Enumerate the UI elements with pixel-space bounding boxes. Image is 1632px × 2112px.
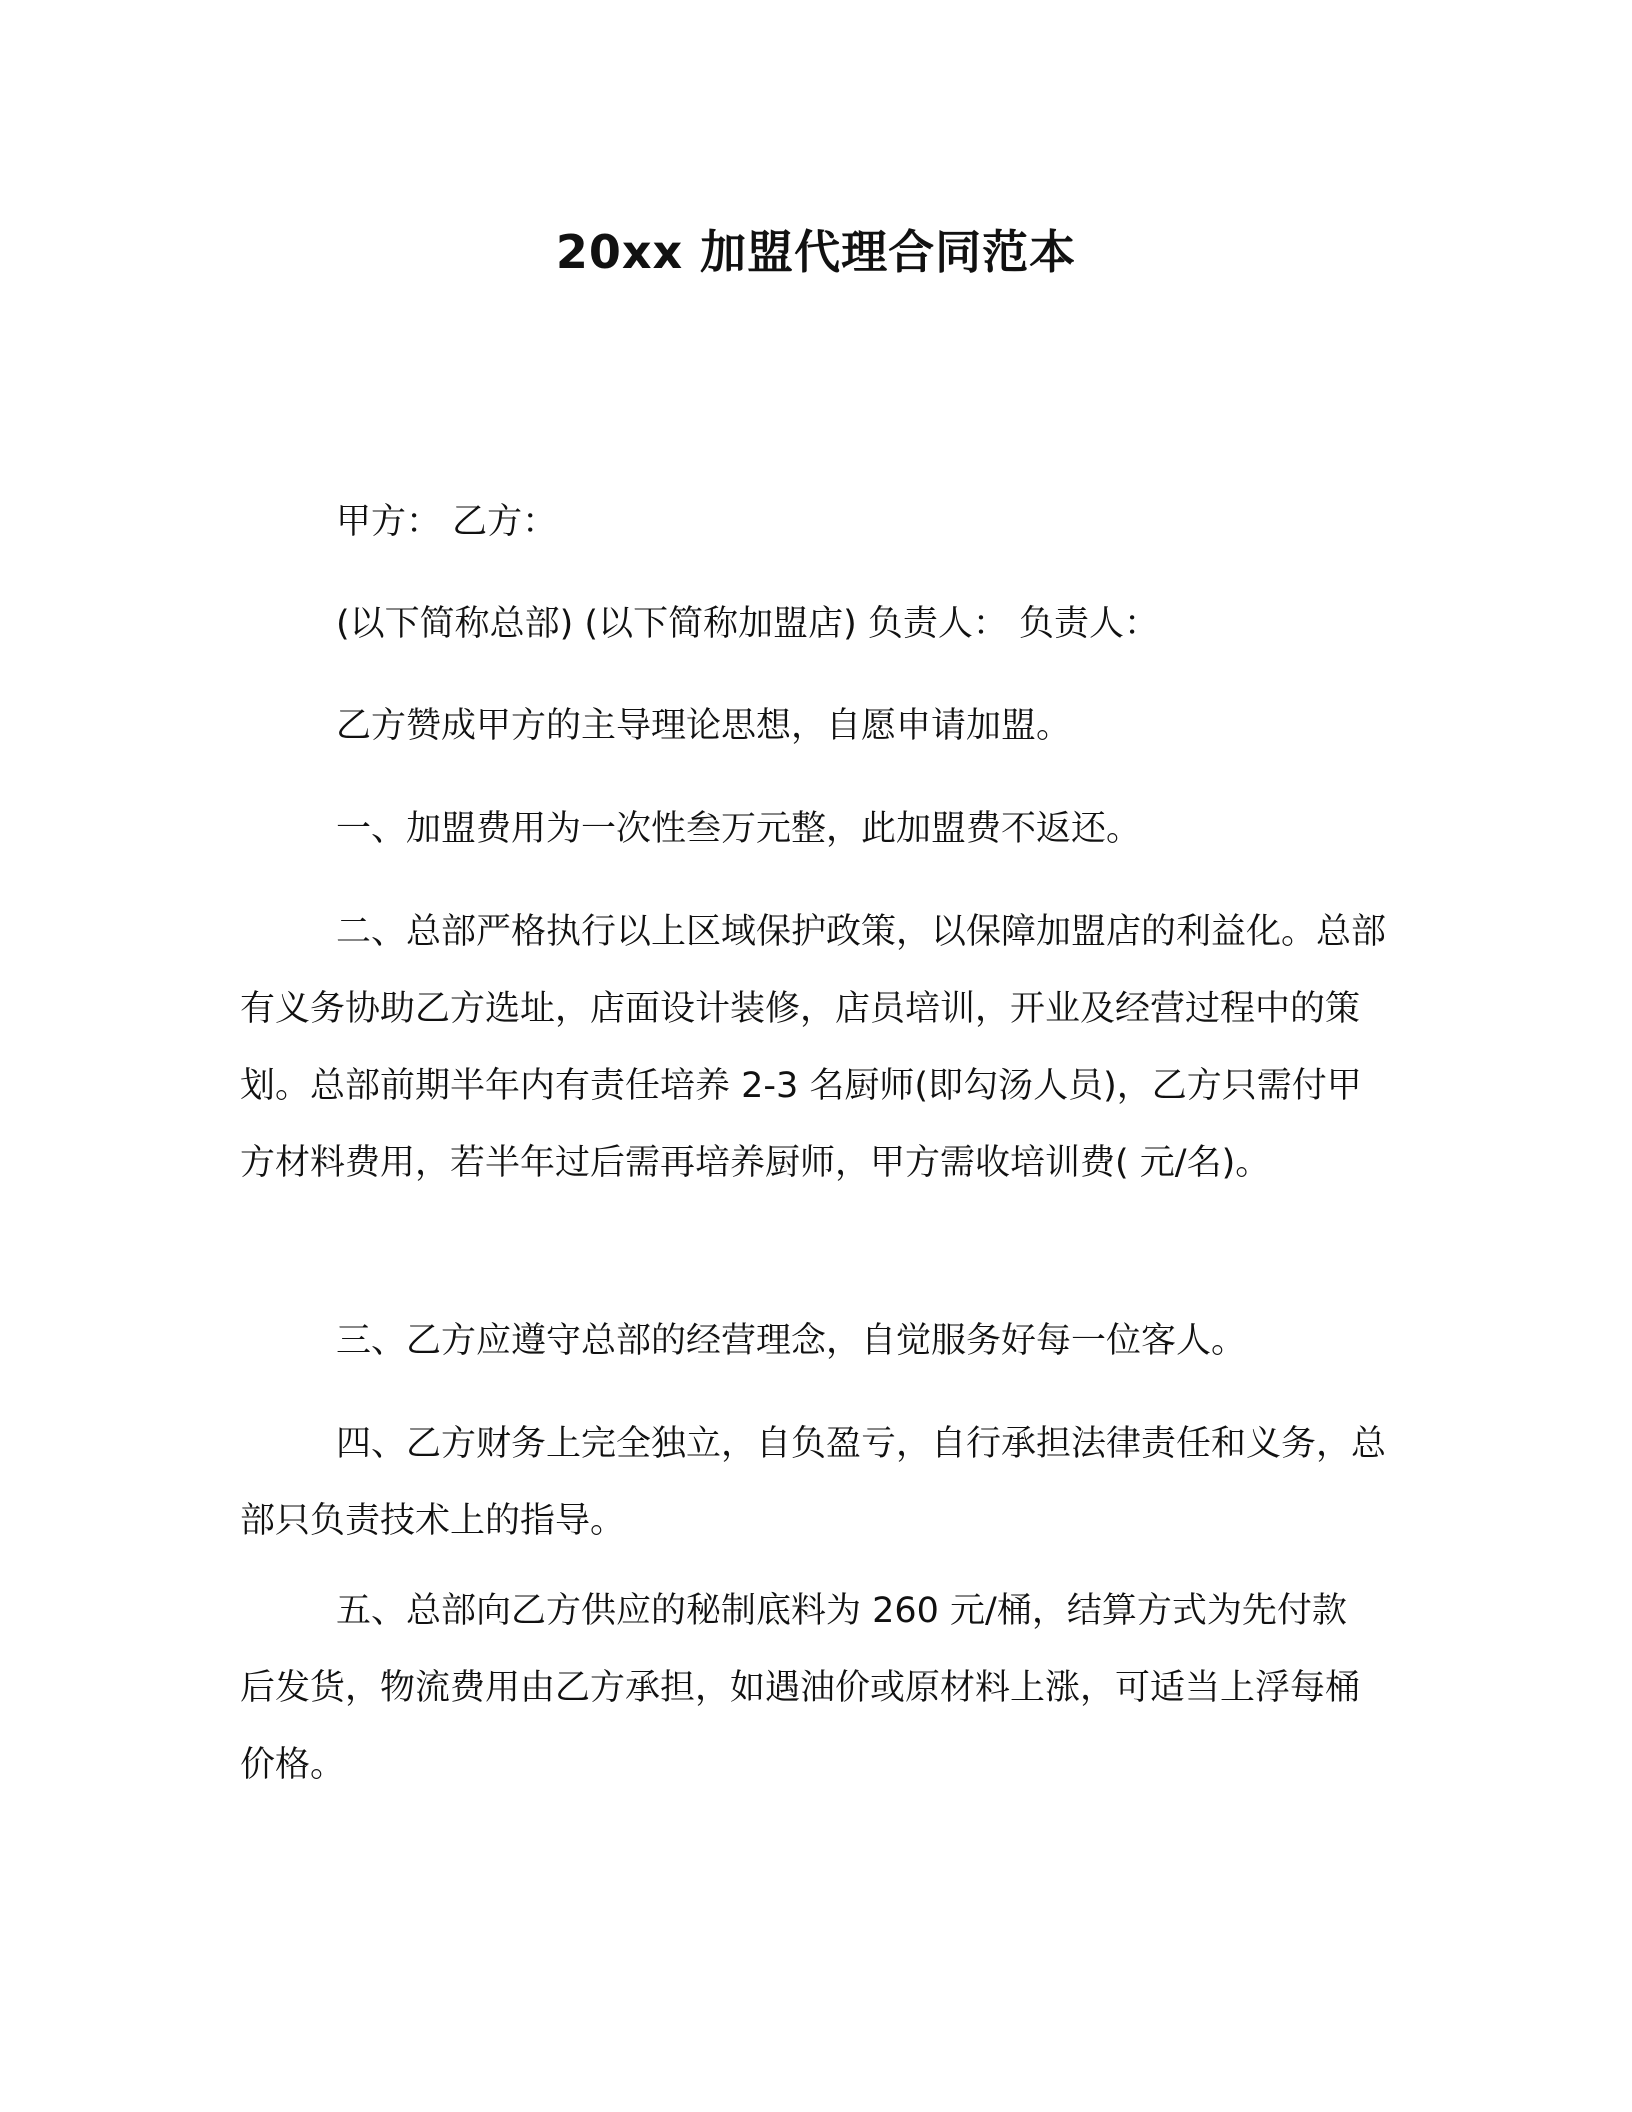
parties-line: 甲方： 乙方： xyxy=(336,502,558,542)
clause-4: 四、乙方财务上完全独立，自负盈亏，自行承担法律责任和义务，总部只负责技术上的指导。 xyxy=(240,1424,1387,1541)
parties-abbreviation-line: (以下简称总部) (以下简称加盟店) 负责人： 负责人： xyxy=(336,604,1159,644)
document-title: 20xx 加盟代理合同范本 xyxy=(555,225,1077,279)
clause-5: 五、总部向乙方供应的秘制底料为 260 元/桶，结算方式为先付款后发货，物流费用由乙方承担，如遇油价或原材料上涨，可适当上浮每桶价格。 xyxy=(240,1591,1361,1785)
clause-2: 二、总部严格执行以上区域保护政策，以保障加盟店的利益化。总部有义务协助乙方选址，店面设计装修，店员培训，开业及经营过程中的策划。总部前期半年内有责任培养 2-3 名厨师(即勾汤人员)，乙方只需付甲方材料费用，若半年过后需再培养厨师，甲方需收培训费( 元/名)。 xyxy=(240,912,1387,1183)
clause-1: 一、加盟费用为一次性叁万元整，此加盟费不返还。 xyxy=(336,809,1142,849)
intro-paragraph: 乙方赞成甲方的主导理论思想，自愿申请加盟。 xyxy=(336,706,1072,746)
clause-3: 三、乙方应遵守总部的经营理念，自觉服务好每一位客人。 xyxy=(336,1321,1247,1361)
